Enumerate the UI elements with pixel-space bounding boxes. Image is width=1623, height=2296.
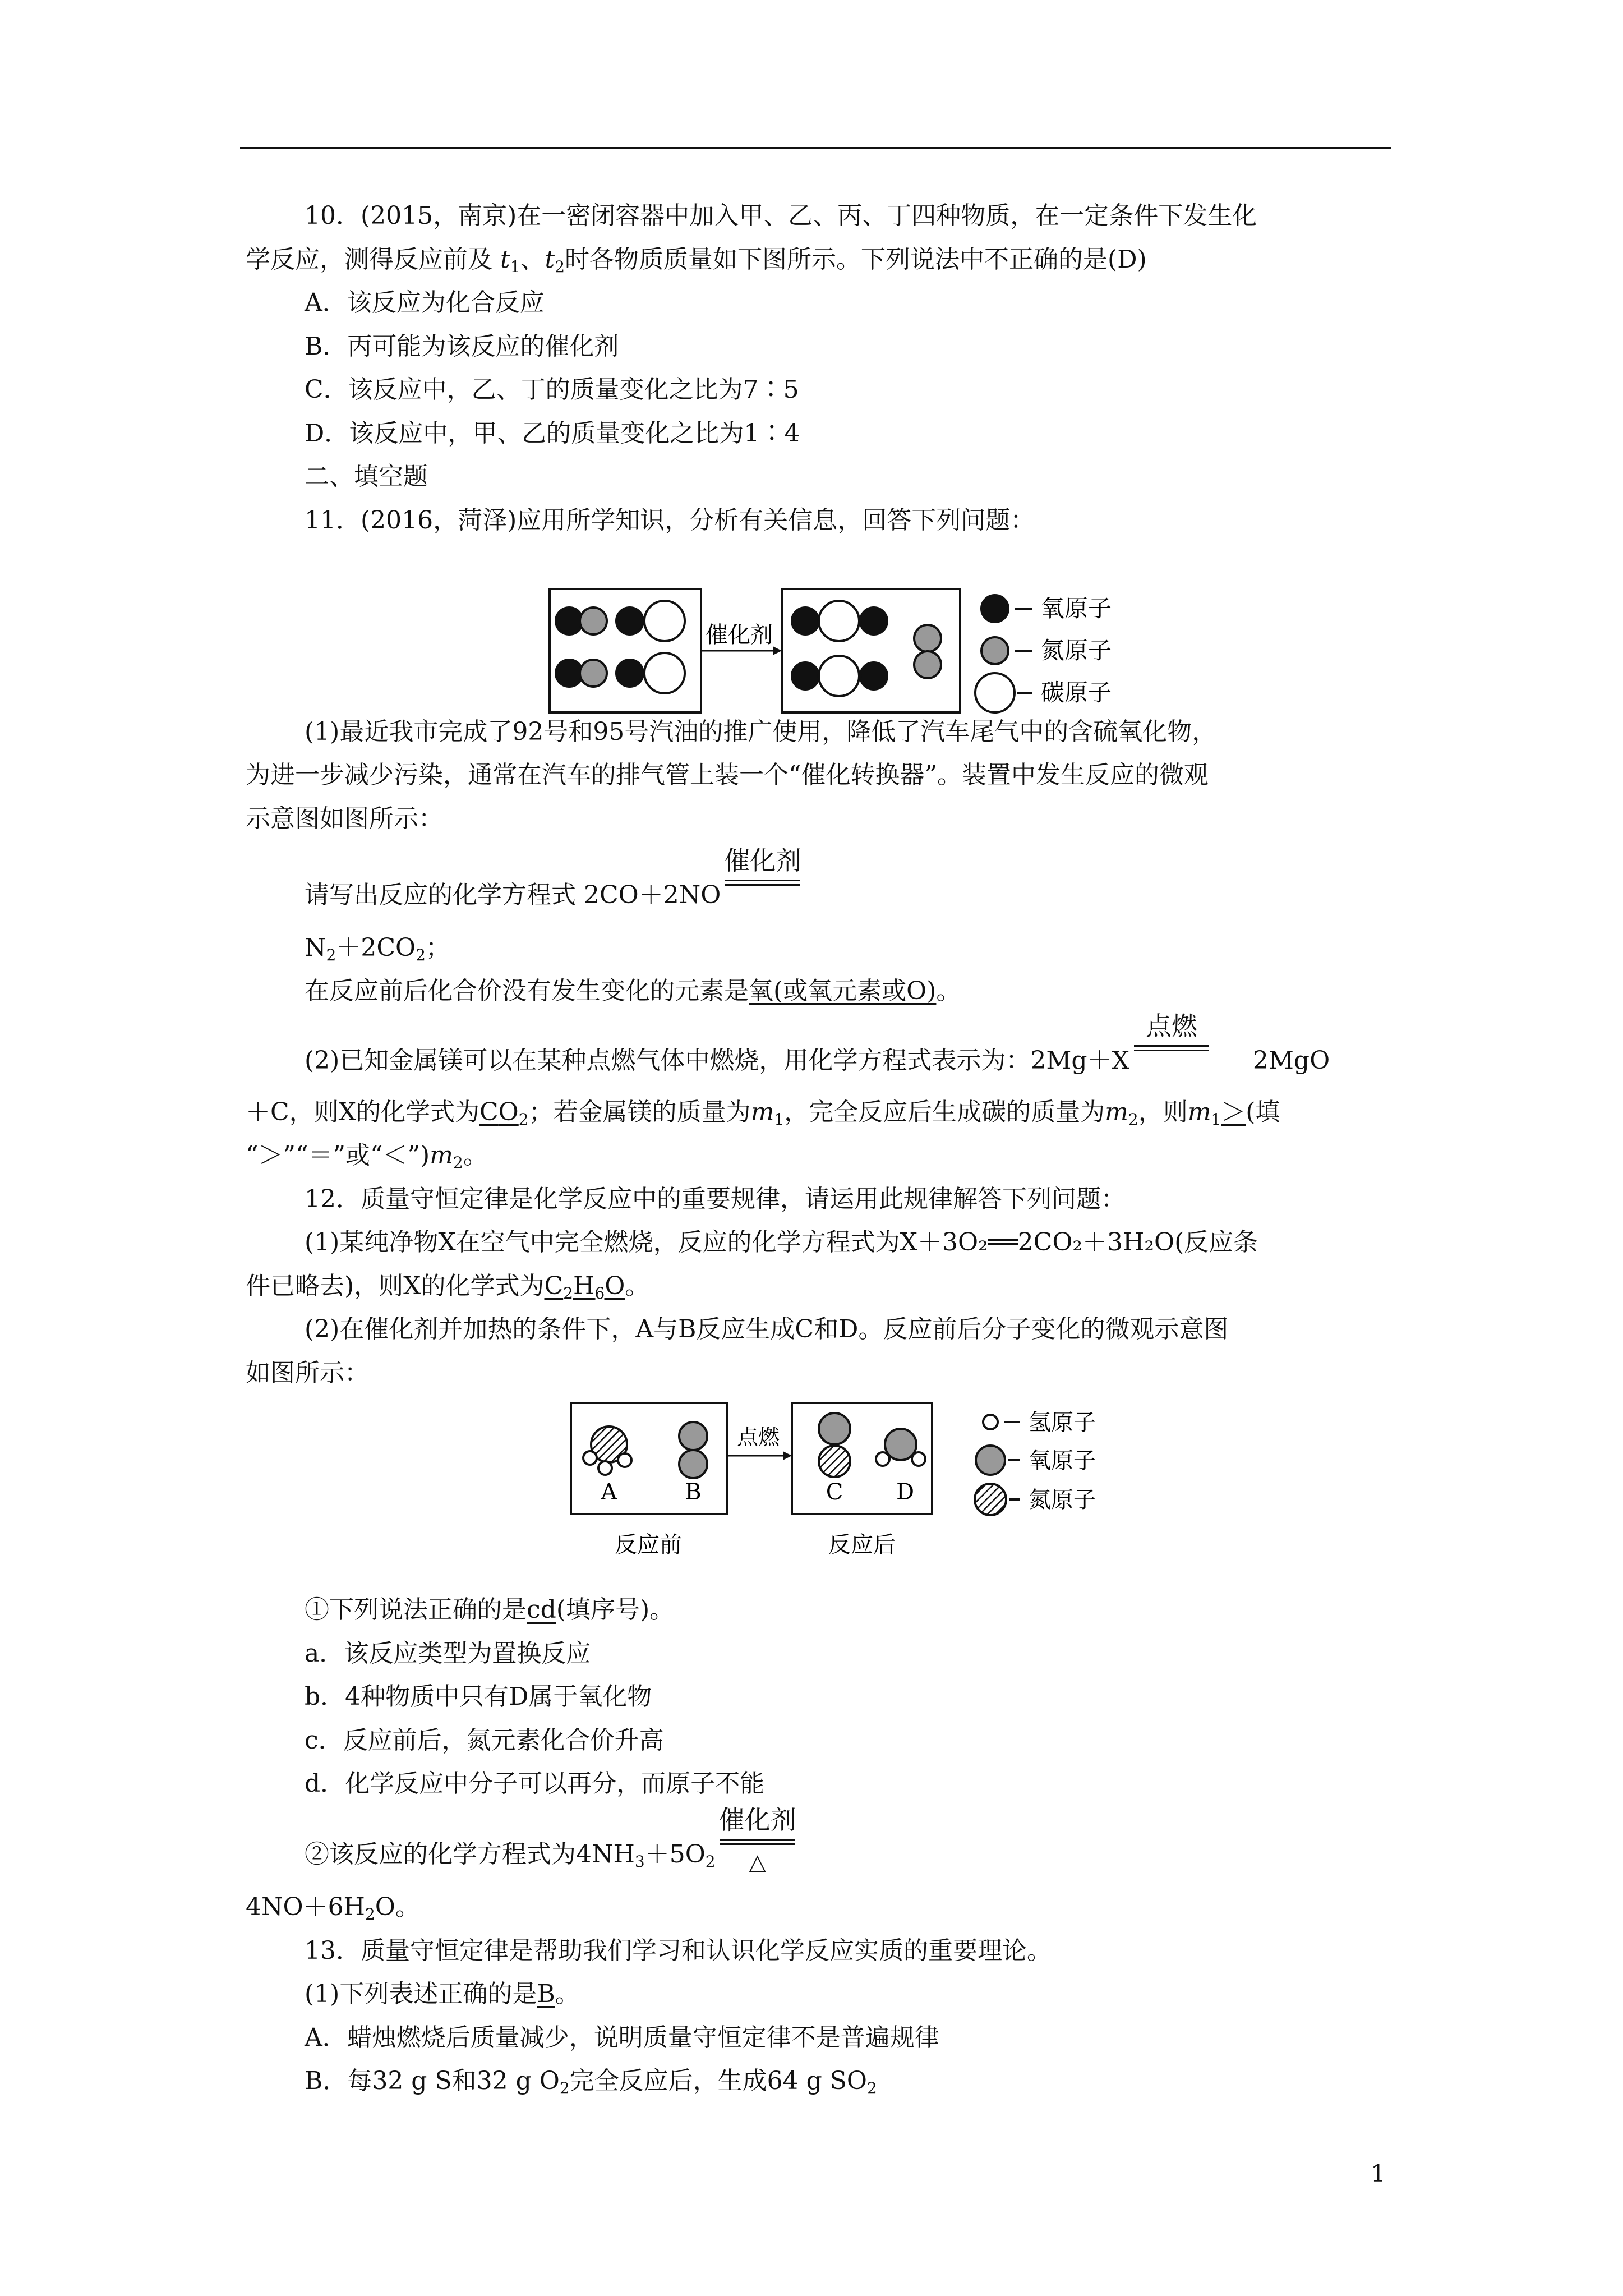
q11-p1-line1: (1)最近我市完成了92号和95号汽油的推广使用，降低了汽车尾气中的含硫氧化物， [305,717,1217,746]
hydrogen-atom-icon [983,1415,998,1429]
co2-molecule [792,601,887,641]
q12-option-d: d．化学反应中分子可以再分，而原子不能 [305,1769,765,1798]
q10-option-a: A．该反应为化合反应 [305,288,545,317]
q12-sub2-cont: $4NO+6H_2O$。 [246,1893,420,1924]
q12-p1-line1: (1)某纯净物X在空气中完全燃烧，反应的化学方程式为X＋3O₂══2CO₂＋3H₂O(反应条 [305,1228,1258,1257]
q12-option-b: b．4种物质中只有D属于氧化物 [305,1682,652,1711]
q12-option-c: c．反应前后，氮元素化合价升高 [305,1726,664,1755]
q12-reaction-diagram [570,1400,1232,1568]
q12-arrow-label: 点燃 [736,1425,780,1450]
q11-legend-nitrogen: 氮原子 [1041,637,1112,664]
q11-unchanged-element: 在反应前后化合价没有发生变化的元素是氧(或氧元素或O)。 [305,977,961,1005]
q10-option-d: D．该反应中，甲、乙的质量变化之比为1∶4 [305,419,800,448]
h2o-molecule [876,1429,925,1466]
q12-legend-nitrogen: 氮原子 [1029,1487,1096,1513]
q10-option-c: C．该反应中，乙、丁的质量变化之比为7∶5 [305,375,799,404]
q11-legend-carbon: 碳原子 [1041,679,1112,706]
q12-title: 12．质量守恒定律是化学反应中的重要规律，请运用此规律解答下列问题： [305,1185,1126,1213]
q13-option-a: A．蜡烛燃烧后质量减少，说明质量守恒定律不是普遍规律 [305,2023,939,2052]
co2-molecule [792,656,887,696]
label-d: D [896,1479,915,1505]
oxygen-atom-icon [981,595,1008,622]
q13-p1: (1)下列表述正确的是B。 [305,1980,580,2008]
q12-legend-oxygen: 氧原子 [1029,1448,1096,1474]
q10-line2: 学反应，测得反应前及 $t_1$、$t_2$时各物质质量如下图所示。下列说法中不正确的是(D) [246,245,1147,276]
catalyst-heat-condition: 催化剂 △ [718,1805,796,1875]
nitrogen-atom-icon [975,1484,1006,1515]
q10-option-b: B．丙可能为该反应的催化剂 [305,332,619,361]
co-molecule [556,660,607,687]
o2-molecule [679,1422,707,1478]
q11-p2-line2: ＋C，则X的化学式为$CO_2$；若金属镁的质量为$m_1$，完全反应后生成碳的质量为$m_2$，则$m_1>$(填 [246,1098,1280,1129]
q12-sub1: ①下列说法正确的是cd(填序号)。 [305,1595,675,1624]
q10-line1: 10．(2015，南京)在一密闭容器中加入甲、乙、丙、丁四种物质，在一定条件下发生化 [305,201,1257,230]
co-molecule [556,608,607,634]
label-b: B [685,1479,702,1505]
q11-p2-line3: “＞”“＝”或“$<”)m_2$。 [246,1141,488,1172]
no-molecule [616,653,685,693]
nh3-molecule [583,1427,631,1475]
q12-legend [975,1410,1096,1515]
q12-p2-line1: (2)在催化剂并加热的条件下，A与B反应生成C和D。反应前后分子变化的微观示意图 [305,1315,1229,1343]
page-number: 1 [1371,2160,1386,2187]
q11-arrow-label: 催化剂 [706,622,773,648]
nitrogen-atom-icon [981,637,1008,664]
q12-p1-line2: 件已略去)，则X的化学式为$C_2H_6O$。 [246,1272,650,1303]
q12-option-a: a．该反应类型为置换反应 [305,1639,591,1668]
q11-title: 11．(2016，菏泽)应用所学知识，分析有关信息，回答下列问题： [305,506,1035,535]
q11-p1-line2: 为进一步减少污染，通常在汽车的排气管上装一个“催化转换器”。装置中发生反应的微观 [246,761,1209,789]
n2-molecule [914,625,941,678]
q11-legend [975,595,1112,712]
q11-reaction-diagram [548,558,1177,738]
q12-sub2-equation: ②该反应的化学方程式为$4NH_3+5O_2$ 催化剂 △ [305,1829,800,1862]
no-molecule [819,1413,850,1477]
q11-equation-line: 请写出反应的化学方程式 2CO＋2NO 催化剂 [305,869,805,903]
caption-before: 反应前 [615,1532,682,1558]
oxygen-atom-icon [976,1446,1005,1475]
q12-legend-hydrogen: 氢原子 [1029,1410,1096,1435]
q11-p1-line3: 示意图如图所示： [246,804,443,833]
label-c: C [826,1479,843,1505]
q13-option-b: B．每32 g S和32 g $O_2$完全反应后，生成64 g $SO_2$ [305,2067,877,2097]
caption-after: 反应后 [828,1532,896,1558]
no-molecule [616,601,685,641]
q11-equation-cont: $N_2+2CO_2$； [305,933,450,964]
q11-legend-oxygen: 氧原子 [1041,595,1112,622]
carbon-atom-icon [975,673,1015,712]
q13-title: 13．质量守恒定律是帮助我们学习和认识化学反应实质的重要理论。 [305,1936,1052,1965]
header-rule [240,147,1391,149]
q12-p2-line2: 如图所示： [246,1359,369,1387]
label-a: A [601,1479,617,1505]
q11-p2-line1: (2)已知金属镁可以在某种点燃气体中燃烧，用化学方程式表示为：2Mg＋X 点燃 2MgO [305,1011,1330,1075]
section-heading: 二、填空题 [305,462,428,491]
ignite-condition: 点燃 [1129,1035,1214,1069]
catalyst-condition: 催化剂 [721,869,805,903]
